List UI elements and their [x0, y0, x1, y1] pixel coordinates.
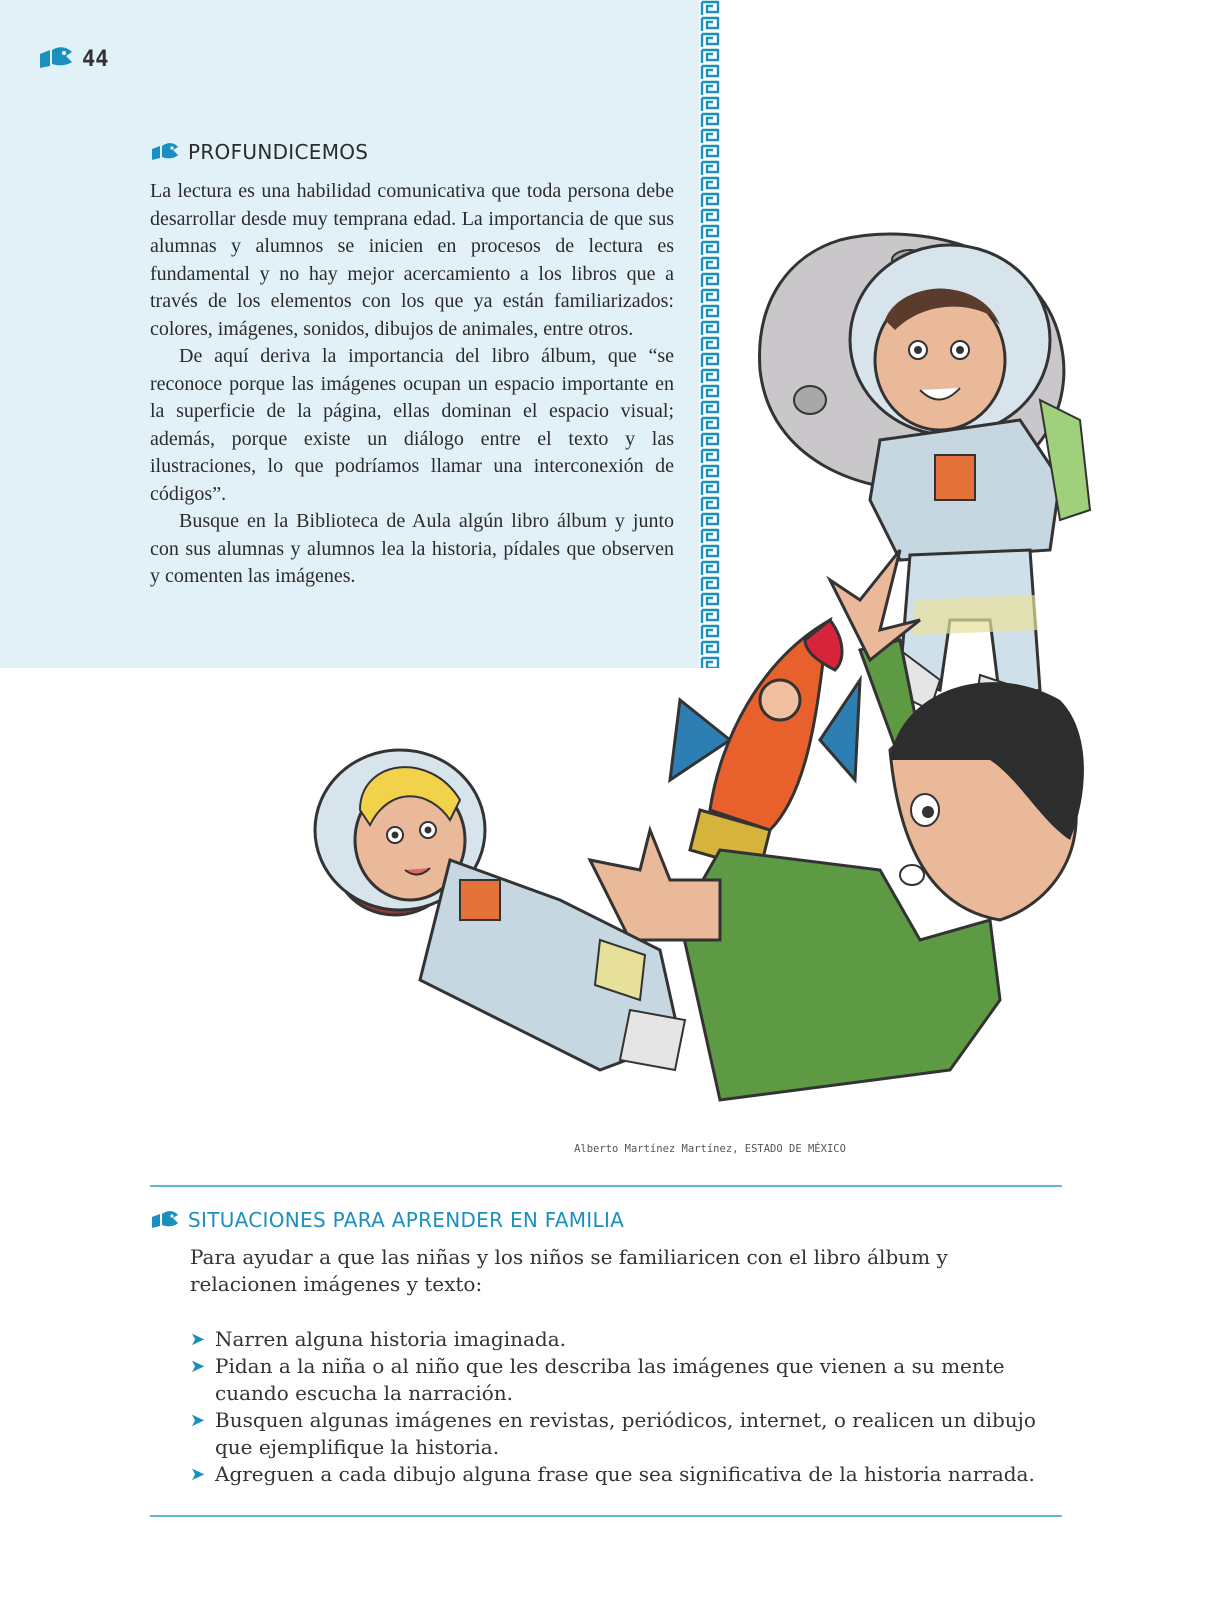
family-title: SITUACIONES PARA APRENDER EN FAMILIA: [188, 1208, 625, 1232]
list-item-text: Busquen algunas imágenes en revistas, periódicos, internet, o realicen un dibujo que ejemplifique la historia.: [215, 1408, 1036, 1459]
paragraph: De aquí deriva la importancia del libro álbum, que “se reconoce porque las imágenes ocupan un espacio importante en la superficie de la página, ellas dominan el espacio visual; además, porque existe un diálogo entre el texto y las ilustraciones, lo que podríamos llamar una interconexión de códigos”.: [150, 345, 674, 505]
paragraph: Busque en la Biblioteca de Aula algún libro álbum y junto con sus alumnas y alumnos lea la historia, pídales que observen y comenten las imágenes.: [150, 510, 674, 587]
section-emblem-icon: [150, 141, 180, 163]
profundicemos-title: PROFUNDICEMOS: [188, 140, 369, 164]
astronaut-illustration: [300, 220, 1120, 1140]
section-divider-bottom: [150, 1515, 1062, 1517]
arrow-bullet-icon: ➤: [190, 1356, 206, 1377]
section-emblem-icon: [150, 1209, 180, 1231]
profundicemos-heading: [150, 140, 368, 164]
family-intro: Para ayudar a que las niñas y los niños se familiaricen con el libro álbum y relacionen imágenes y texto:: [190, 1245, 948, 1296]
family-heading: [150, 1208, 624, 1232]
arrow-bullet-icon: ➤: [190, 1329, 206, 1350]
arrow-bullet-icon: ➤: [190, 1464, 206, 1485]
rocket-shape: [670, 620, 860, 870]
paragraph: La lectura es una habilidad comunicativa que toda persona debe desarrollar desde muy temprana edad. La importancia de que sus alumnas y alumnos se inicien en procesos de lectura es fundamental y no hay mejor acercamiento a los libros que a través de los elementos con los que ya están familiarizados: colores, imágenes, sonidos, dibujos de animales, entre otros.: [150, 180, 674, 340]
family-activities-list: [190, 1326, 1050, 1488]
section-divider-top: [150, 1185, 1062, 1187]
list-item: [190, 1353, 1050, 1407]
list-item-text: Agreguen a cada dibujo alguna frase que sea significativa de la historia narrada.: [215, 1462, 1035, 1486]
illustration-caption: Alberto Martínez Martínez, ESTADO DE MÉXICO: [574, 1143, 846, 1155]
page-header: [36, 44, 109, 74]
list-item: [190, 1326, 1050, 1353]
list-item: [190, 1461, 1050, 1488]
list-item: [190, 1407, 1050, 1461]
page-number: 44: [82, 46, 109, 72]
list-item-text: Pidan a la niña o al niño que les describa las imágenes que vienen a su mente cuando escucha la narración.: [215, 1354, 1005, 1405]
arrow-bullet-icon: ➤: [190, 1410, 206, 1431]
book-emblem-icon: [36, 44, 76, 74]
list-item-text: Narren alguna historia imaginada.: [215, 1327, 567, 1351]
